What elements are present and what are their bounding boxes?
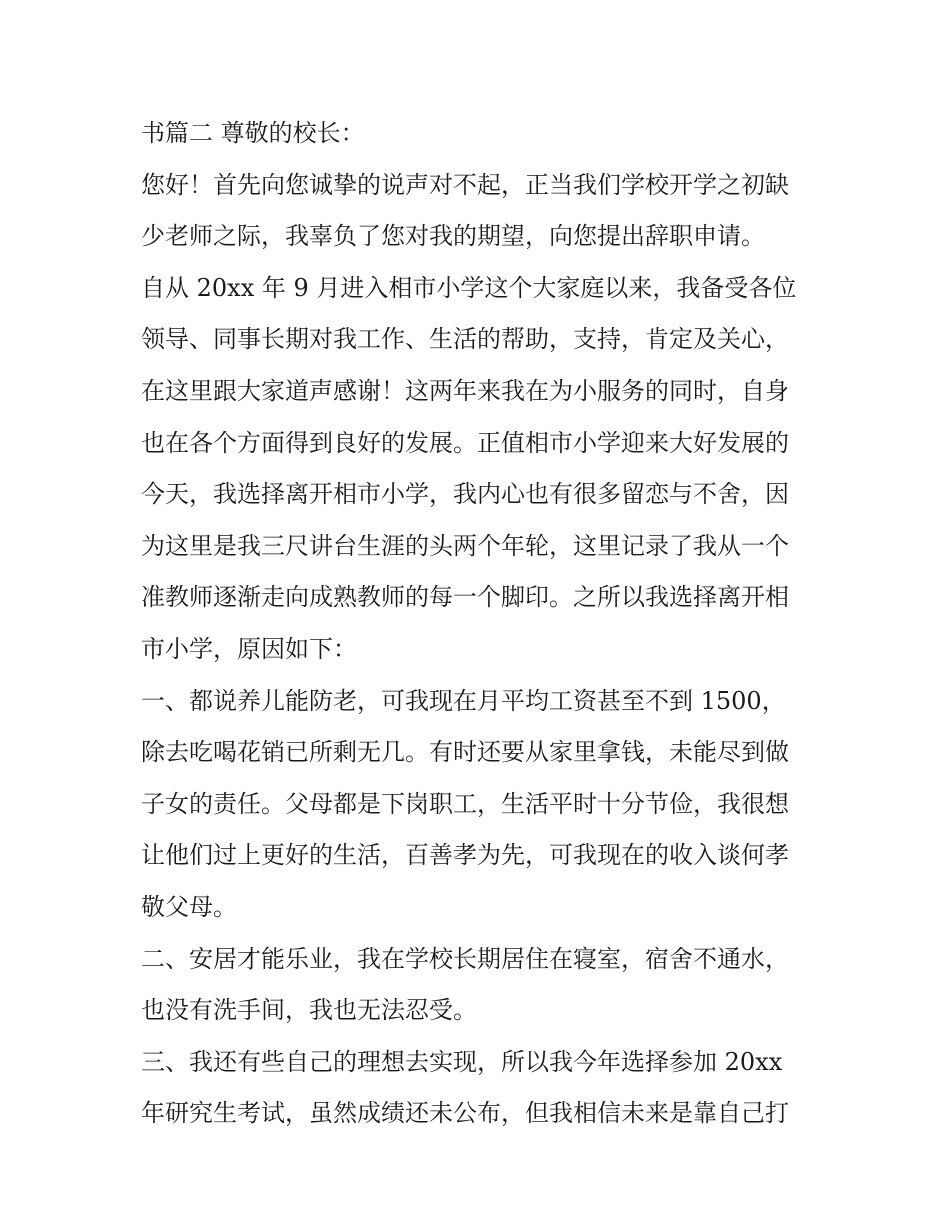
text-line: 今天，我选择离开相市小学，我内心也有很多留恋与不舍，因 [141, 480, 789, 509]
text-line: 敬父母。 [141, 892, 237, 921]
text-line: 在这里跟大家道声感谢！这两年来我在为小服务的同时，自身 [141, 376, 789, 405]
text-line: 二、安居才能乐业，我在学校长期居住在寝室，宿舍不通水， [141, 944, 789, 973]
text-line: 子女的责任。父母都是下岗职工，生活平时十分节俭，我很想 [141, 789, 789, 818]
text-line: 也没有洗手间，我也无法忍受。 [141, 996, 477, 1025]
text-line: 也在各个方面得到良好的发展。正值相市小学迎来大好发展的 [141, 428, 789, 457]
letter-body [141, 108, 821, 1140]
text-line: 市小学，原因如下： [141, 634, 357, 663]
text-line: 年研究生考试，虽然成绩还未公布，但我相信未来是靠自己打 [141, 1099, 789, 1128]
text-line: 领导、同事长期对我工作、生活的帮助，支持，肯定及关心， [141, 325, 789, 354]
text-line: 除去吃喝花销已所剩无几。有时还要从家里拿钱，未能尽到做 [141, 738, 789, 767]
text-line: 书篇二 尊敬的校长： [141, 119, 365, 147]
text-line: 您好！首先向您诚挚的说声对不起，正当我们学校开学之初缺 [141, 170, 789, 199]
text-line: 自从 20xx 年 9 月进入相市小学这个大家庭以来，我备受各位 [141, 273, 797, 302]
text-line: 少老师之际，我辜负了您对我的期望，向您提出辞职申请。 [141, 222, 765, 251]
text-line: 准教师逐渐走向成熟教师的每一个脚印。之所以我选择离开相 [141, 583, 789, 612]
text-line: 为这里是我三尺讲台生涯的头两个年轮，这里记录了我从一个 [141, 531, 789, 560]
text-line: 一、都说养儿能防老，可我现在月平均工资甚至不到 1500， [141, 686, 786, 715]
text-line: 让他们过上更好的生活，百善孝为先，可我现在的收入谈何孝 [141, 841, 789, 870]
text-line: 三、我还有些自己的理想去实现，所以我今年选择参加 20xx [141, 1047, 783, 1076]
